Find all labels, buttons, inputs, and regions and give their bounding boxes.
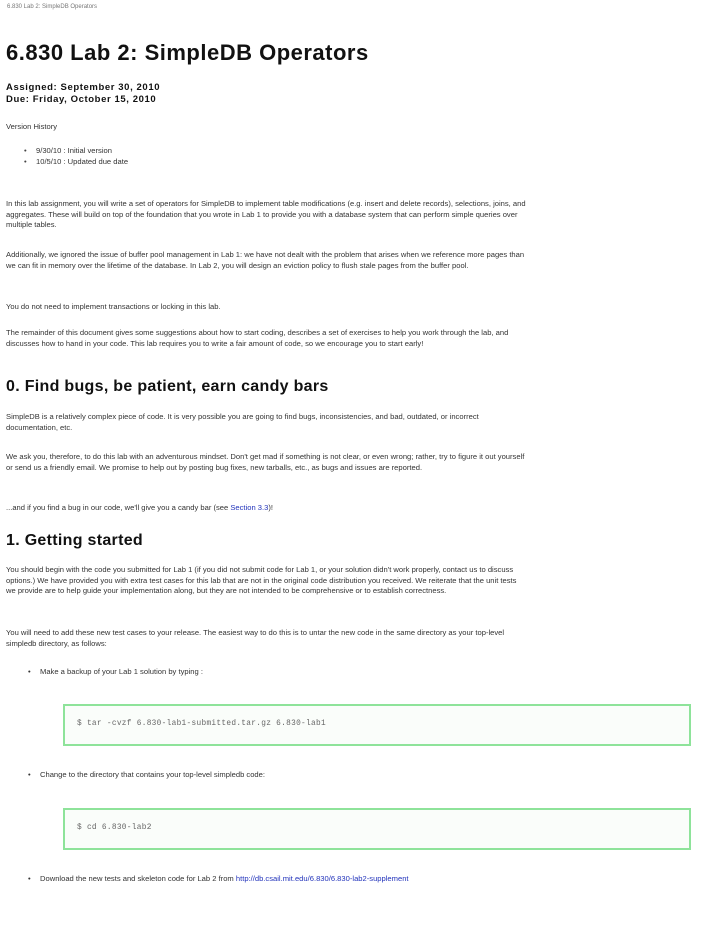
candy-text: ...and if you find a bug in our code, we'll give you a candy bar (see [6,503,231,512]
intro-paragraph: The remainder of this document gives some suggestions about how to start coding, describes a set of exercises to help you work through the lab, and discusses how to hand in your code. This lab requires you to write a fair amount of code, so we encourage you to start early! [6,328,509,348]
intro-paragraph: In this lab assignment, you will write a set of operators for SimpleDB to implement table modifications (e.g. insert and delete records), selections, joins, and aggregates. These will build on top of the foundation that you wrote in Lab 1 to provide you with a database system that can perform simple queries over multiple tables. [6,199,526,230]
candy-bar-note [6,503,526,514]
step-download [28,874,409,885]
assignment-dates [6,82,160,106]
candy-end: )! [268,503,273,512]
code-block-backup [63,704,691,746]
due-date: Due: Friday, October 15, 2010 [6,94,157,105]
section-1-paragraph: You should begin with the code you submitted for Lab 1 (if you did not submit code for Lab 1, or your solution didn't work properly, contact us to discuss options.) We have provided you with extra test cases for this lab that are not in the original code distribution you received. We reiterate that the unit tests we provide are to help guide your implementation along, but they are not intended to be comprehensive or to establish correctness. [6,565,517,596]
section-0-paragraph: We ask you, therefore, to do this lab with an adventurous mindset. Don't get mad if something is not clear, or even wrong; rather, try to figure it out yourself or send us a friendly email. We promise to help out by posting bug fixes, new tarballs, etc., as bugs and issues are reported. [6,452,525,472]
section-0-heading: 0. Find bugs, be patient, earn candy bars [6,378,329,395]
section-1-heading: 1. Getting started [6,532,143,549]
intro-paragraph: You do not need to implement transactions or locking in this lab. [6,302,221,311]
code-text: $ cd 6.830-lab2 [77,824,152,832]
code-block-cd [63,808,691,850]
list-item: • 9/30/10 : Initial version [24,146,128,157]
supplement-link[interactable]: http://db.csail.mit.edu/6.830/6.830-lab2-supplement [235,874,409,883]
assigned-date: Assigned: September 30, 2010 [6,82,161,93]
intro-paragraph: Additionally, we ignored the issue of buffer pool management in Lab 1: we have not dealt with the problem that arises when we reference more pages than we can fit in memory over the lifetime of the database. In Lab 2, you will design an eviction policy to flush stale pages from the buffer pool. [6,250,525,270]
running-header: 6.830 Lab 2: SimpleDB Operators [7,4,98,10]
version-history-list [24,146,128,167]
version-history-label: Version History [6,122,58,131]
step-backup: • Make a backup of your Lab 1 solution by typing : [28,667,203,678]
section-1-paragraph: You will need to add these new test cases to your release. The easiest way to do this is to untar the new code in the same directory as your top-level simpledb directory, as follows: [6,628,505,648]
step-change-directory: • Change to the directory that contains your top-level simpledb code: [28,770,265,781]
section-0-paragraph: SimpleDB is a relatively complex piece of code. It is very possible you are going to find bugs, inconsistencies, and bad, outdated, or incorrect documentation, etc. [6,412,479,432]
section-3-3-link[interactable]: Section 3.3 [230,503,269,512]
code-text: $ tar -cvzf 6.830-lab1-submitted.tar.gz 6.830-lab1 [77,720,326,728]
download-text: Download the new tests and skeleton code for Lab 2 from [40,874,236,883]
page-title: 6.830 Lab 2: SimpleDB Operators [6,40,369,65]
list-item: • 10/5/10 : Updated due date [24,157,128,168]
